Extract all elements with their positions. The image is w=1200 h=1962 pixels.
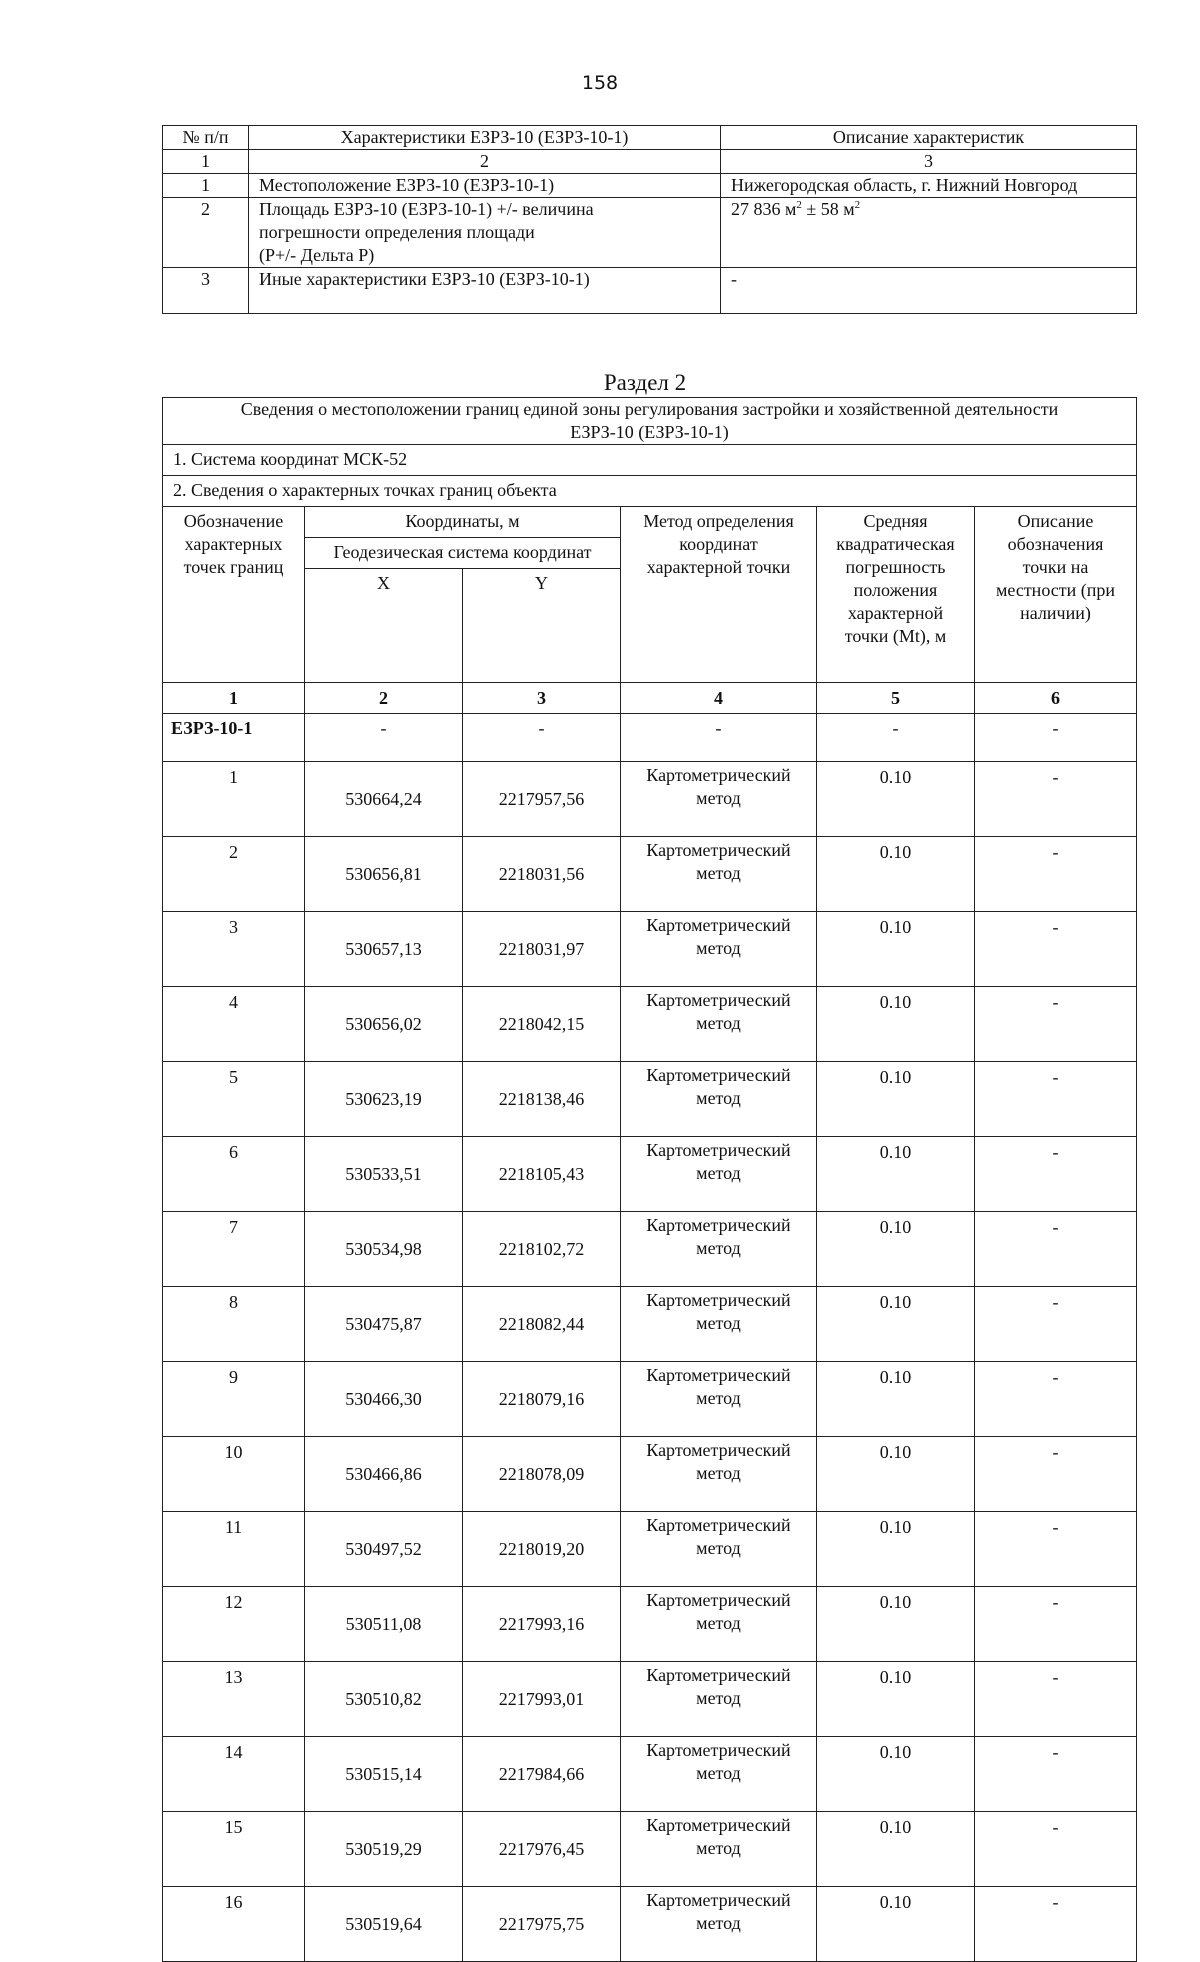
title-line: Сведения о местоположении границ единой зоны регулирования застройки и хозяйственной деятельности <box>240 399 1059 419</box>
method-line: Картометрический <box>646 1065 791 1085</box>
point-x: 530657,13 <box>305 912 463 987</box>
method-line: Картометрический <box>646 765 791 785</box>
point-description: - <box>975 1737 1137 1812</box>
method-line: метод <box>696 1088 741 1108</box>
table-row <box>163 198 1137 268</box>
table-row <box>163 1437 1137 1512</box>
point-x: 530466,86 <box>305 1437 463 1512</box>
col-num-2: 2 <box>305 683 463 714</box>
area-value: 27 836 м <box>731 199 797 219</box>
row-characteristic <box>249 198 721 268</box>
hdr-line: погрешность <box>845 557 946 577</box>
table-row <box>163 1062 1137 1137</box>
column-number-row <box>163 150 1137 174</box>
hdr-line: точек границ <box>183 557 284 577</box>
points-body <box>163 762 1137 1962</box>
method-line: Картометрический <box>646 840 791 860</box>
point-method <box>621 762 817 837</box>
hdr-line: Метод определения <box>643 511 794 531</box>
table-row <box>163 987 1137 1062</box>
hdr-line: Обозначение <box>183 511 284 531</box>
point-number: 14 <box>163 1737 305 1812</box>
point-x: 530497,52 <box>305 1512 463 1587</box>
method-line: метод <box>696 1388 741 1408</box>
table-row <box>163 1512 1137 1587</box>
hdr-line: Описание <box>1017 511 1094 531</box>
method-line: Картометрический <box>646 1740 791 1760</box>
method-line: метод <box>696 1313 741 1333</box>
point-number: 16 <box>163 1887 305 1962</box>
header-y: Y <box>463 569 621 683</box>
point-method <box>621 1812 817 1887</box>
point-y: 2217976,45 <box>463 1812 621 1887</box>
header-designation <box>163 507 305 683</box>
point-method <box>621 837 817 912</box>
point-number: 7 <box>163 1212 305 1287</box>
hdr-line: положения <box>853 580 938 600</box>
point-y: 2218019,20 <box>463 1512 621 1587</box>
char-line: погрешности определения площади <box>259 222 535 242</box>
method-line: метод <box>696 1913 741 1933</box>
hdr-line: точки на <box>1022 557 1089 577</box>
point-error: 0.10 <box>817 1662 975 1737</box>
header-error <box>817 507 975 683</box>
point-x: 530534,98 <box>305 1212 463 1287</box>
row-description: - <box>721 268 1137 314</box>
point-method <box>621 987 817 1062</box>
point-description: - <box>975 1662 1137 1737</box>
method-line: Картометрический <box>646 1590 791 1610</box>
point-description: - <box>975 1137 1137 1212</box>
hdr-line: характерных <box>184 534 283 554</box>
method-line: метод <box>696 1613 741 1633</box>
point-description: - <box>975 1437 1137 1512</box>
point-number: 2 <box>163 837 305 912</box>
row-description: Нижегородская область, г. Нижний Новгород <box>721 174 1137 198</box>
table-row <box>163 1812 1137 1887</box>
header-x: X <box>305 569 463 683</box>
error-unit-sup: 2 <box>854 199 861 211</box>
col-num-1: 1 <box>163 150 249 174</box>
method-line: Картометрический <box>646 1890 791 1910</box>
point-y: 2217993,16 <box>463 1587 621 1662</box>
point-error: 0.10 <box>817 1737 975 1812</box>
point-method <box>621 912 817 987</box>
hdr-line: характерной точки <box>646 557 791 577</box>
table-row <box>163 912 1137 987</box>
table-row <box>163 837 1137 912</box>
row-description <box>721 198 1137 268</box>
points-info: 2. Сведения о характерных точках границ объекта <box>163 476 1137 507</box>
col-num-1: 1 <box>163 683 305 714</box>
point-x: 530623,19 <box>305 1062 463 1137</box>
point-method <box>621 1362 817 1437</box>
point-method <box>621 1137 817 1212</box>
point-x: 530664,24 <box>305 762 463 837</box>
header-geo-system: Геодезическая система координат <box>305 538 621 569</box>
row-num: 3 <box>163 268 249 314</box>
page-number: 158 <box>581 72 619 94</box>
zone-desc: - <box>975 714 1137 762</box>
table-row <box>163 1662 1137 1737</box>
point-error: 0.10 <box>817 1512 975 1587</box>
point-y: 2217984,66 <box>463 1737 621 1812</box>
point-error: 0.10 <box>817 1287 975 1362</box>
zone-error: - <box>817 714 975 762</box>
point-description: - <box>975 1512 1137 1587</box>
method-line: метод <box>696 1538 741 1558</box>
header-coords: Координаты, м <box>305 507 621 538</box>
table-header-row <box>163 126 1137 150</box>
hdr-line: характерной <box>847 603 944 623</box>
points-info-row <box>163 476 1137 507</box>
col-num-4: 4 <box>621 683 817 714</box>
point-number: 9 <box>163 1362 305 1437</box>
row-num: 1 <box>163 174 249 198</box>
col-num-5: 5 <box>817 683 975 714</box>
point-error: 0.10 <box>817 1437 975 1512</box>
point-y: 2217975,75 <box>463 1887 621 1962</box>
point-number: 8 <box>163 1287 305 1362</box>
table-row <box>163 1212 1137 1287</box>
table-row <box>163 268 1137 314</box>
zone-name: ЕЗРЗ-10-1 <box>163 714 305 762</box>
hdr-line: местности (при <box>996 580 1116 600</box>
method-line: Картометрический <box>646 1515 791 1535</box>
point-method <box>621 1737 817 1812</box>
point-x: 530475,87 <box>305 1287 463 1362</box>
point-description: - <box>975 1587 1137 1662</box>
point-number: 6 <box>163 1137 305 1212</box>
point-number: 12 <box>163 1587 305 1662</box>
point-error: 0.10 <box>817 1137 975 1212</box>
point-y: 2218082,44 <box>463 1287 621 1362</box>
header-description <box>975 507 1137 683</box>
method-line: метод <box>696 1763 741 1783</box>
col-num-6: 6 <box>975 683 1137 714</box>
method-line: Картометрический <box>646 915 791 935</box>
table-title <box>163 398 1137 445</box>
method-line: метод <box>696 1838 741 1858</box>
method-line: метод <box>696 1013 741 1033</box>
table-row <box>163 1737 1137 1812</box>
method-line: метод <box>696 788 741 808</box>
header-num: № п/п <box>163 126 249 150</box>
char-line: Площадь ЕЗРЗ-10 (ЕЗРЗ-10-1) +/- величина <box>259 199 594 219</box>
method-line: метод <box>696 1688 741 1708</box>
zone-method: - <box>621 714 817 762</box>
area-unit-sup: 2 <box>796 199 802 211</box>
table-title-row <box>163 398 1137 445</box>
hdr-line: обозначения <box>1007 534 1104 554</box>
characteristics-table <box>162 125 1137 314</box>
header-row-1 <box>163 507 1137 538</box>
point-x: 530656,02 <box>305 987 463 1062</box>
point-description: - <box>975 1287 1137 1362</box>
section-title <box>0 370 1200 396</box>
point-error: 0.10 <box>817 912 975 987</box>
coord-system-row <box>163 445 1137 476</box>
method-line: метод <box>696 1238 741 1258</box>
point-method <box>621 1062 817 1137</box>
point-x: 530515,14 <box>305 1737 463 1812</box>
point-y: 2218105,43 <box>463 1137 621 1212</box>
header-description: Описание характеристик <box>721 126 1137 150</box>
point-method <box>621 1212 817 1287</box>
point-error: 0.10 <box>817 1587 975 1662</box>
zone-x: - <box>305 714 463 762</box>
point-description: - <box>975 912 1137 987</box>
point-description: - <box>975 762 1137 837</box>
point-method <box>621 1512 817 1587</box>
point-y: 2218031,56 <box>463 837 621 912</box>
point-error: 0.10 <box>817 987 975 1062</box>
point-number: 15 <box>163 1812 305 1887</box>
row-num: 2 <box>163 198 249 268</box>
point-number: 13 <box>163 1662 305 1737</box>
point-x: 530510,82 <box>305 1662 463 1737</box>
method-line: Картометрический <box>646 990 791 1010</box>
method-line: метод <box>696 1163 741 1183</box>
point-method <box>621 1887 817 1962</box>
point-method <box>621 1437 817 1512</box>
point-y: 2218138,46 <box>463 1062 621 1137</box>
hdr-line: квадратическая <box>836 534 955 554</box>
point-error: 0.10 <box>817 1812 975 1887</box>
zone-y: - <box>463 714 621 762</box>
method-line: Картометрический <box>646 1440 791 1460</box>
row-characteristic: Иные характеристики ЕЗРЗ-10 (ЕЗРЗ-10-1) <box>249 268 721 314</box>
column-number-row <box>163 683 1137 714</box>
point-number: 10 <box>163 1437 305 1512</box>
method-line: Картометрический <box>646 1290 791 1310</box>
point-description: - <box>975 837 1137 912</box>
point-number: 1 <box>163 762 305 837</box>
point-error: 0.10 <box>817 762 975 837</box>
point-x: 530519,29 <box>305 1812 463 1887</box>
point-x: 530533,51 <box>305 1137 463 1212</box>
method-line: Картометрический <box>646 1665 791 1685</box>
table-row <box>163 1887 1137 1962</box>
point-y: 2218078,09 <box>463 1437 621 1512</box>
hdr-line: координат <box>679 534 758 554</box>
point-number: 3 <box>163 912 305 987</box>
header-method <box>621 507 817 683</box>
point-description: - <box>975 1212 1137 1287</box>
method-line: Картометрический <box>646 1215 791 1235</box>
table-row <box>163 174 1137 198</box>
col-num-3: 3 <box>721 150 1137 174</box>
method-line: метод <box>696 938 741 958</box>
hdr-line: наличии) <box>1020 603 1091 623</box>
point-y: 2218031,97 <box>463 912 621 987</box>
area-error: ± 58 м <box>801 199 855 219</box>
point-y: 2217957,56 <box>463 762 621 837</box>
point-error: 0.10 <box>817 837 975 912</box>
point-method <box>621 1287 817 1362</box>
col-num-3: 3 <box>463 683 621 714</box>
point-error: 0.10 <box>817 1887 975 1962</box>
point-error: 0.10 <box>817 1212 975 1287</box>
col-num-2: 2 <box>249 150 721 174</box>
zone-row <box>163 714 1137 762</box>
point-description: - <box>975 1887 1137 1962</box>
coord-system: 1. Система координат МСК-52 <box>163 445 1137 476</box>
boundary-points-table <box>162 397 1137 1962</box>
header-characteristic: Характеристики ЕЗРЗ-10 (ЕЗРЗ-10-1) <box>249 126 721 150</box>
point-x: 530511,08 <box>305 1587 463 1662</box>
point-description: - <box>975 987 1137 1062</box>
section-title-text: Раздел 2 <box>603 370 687 395</box>
point-y: 2217993,01 <box>463 1662 621 1737</box>
table-row <box>163 1362 1137 1437</box>
table-row <box>163 762 1137 837</box>
point-method <box>621 1662 817 1737</box>
point-number: 4 <box>163 987 305 1062</box>
hdr-line: Средняя <box>863 511 928 531</box>
table-row <box>163 1587 1137 1662</box>
method-line: метод <box>696 1463 741 1483</box>
method-line: Картометрический <box>646 1815 791 1835</box>
point-description: - <box>975 1362 1137 1437</box>
table-row <box>163 1137 1137 1212</box>
point-description: - <box>975 1812 1137 1887</box>
point-number: 11 <box>163 1512 305 1587</box>
method-line: Картометрический <box>646 1140 791 1160</box>
method-line: метод <box>696 863 741 883</box>
table-row <box>163 1287 1137 1362</box>
point-y: 2218102,72 <box>463 1212 621 1287</box>
point-x: 530519,64 <box>305 1887 463 1962</box>
point-error: 0.10 <box>817 1062 975 1137</box>
row-characteristic: Местоположение ЕЗРЗ-10 (ЕЗРЗ-10-1) <box>249 174 721 198</box>
point-number: 5 <box>163 1062 305 1137</box>
title-line: ЕЗРЗ-10 (ЕЗРЗ-10-1) <box>570 422 729 442</box>
point-description: - <box>975 1062 1137 1137</box>
point-y: 2218042,15 <box>463 987 621 1062</box>
hdr-line: точки (Mt), м <box>844 626 947 646</box>
point-y: 2218079,16 <box>463 1362 621 1437</box>
char-line: (P+/- Дельта P) <box>259 245 375 265</box>
point-error: 0.10 <box>817 1362 975 1437</box>
method-line: Картометрический <box>646 1365 791 1385</box>
point-x: 530466,30 <box>305 1362 463 1437</box>
point-x: 530656,81 <box>305 837 463 912</box>
point-method <box>621 1587 817 1662</box>
